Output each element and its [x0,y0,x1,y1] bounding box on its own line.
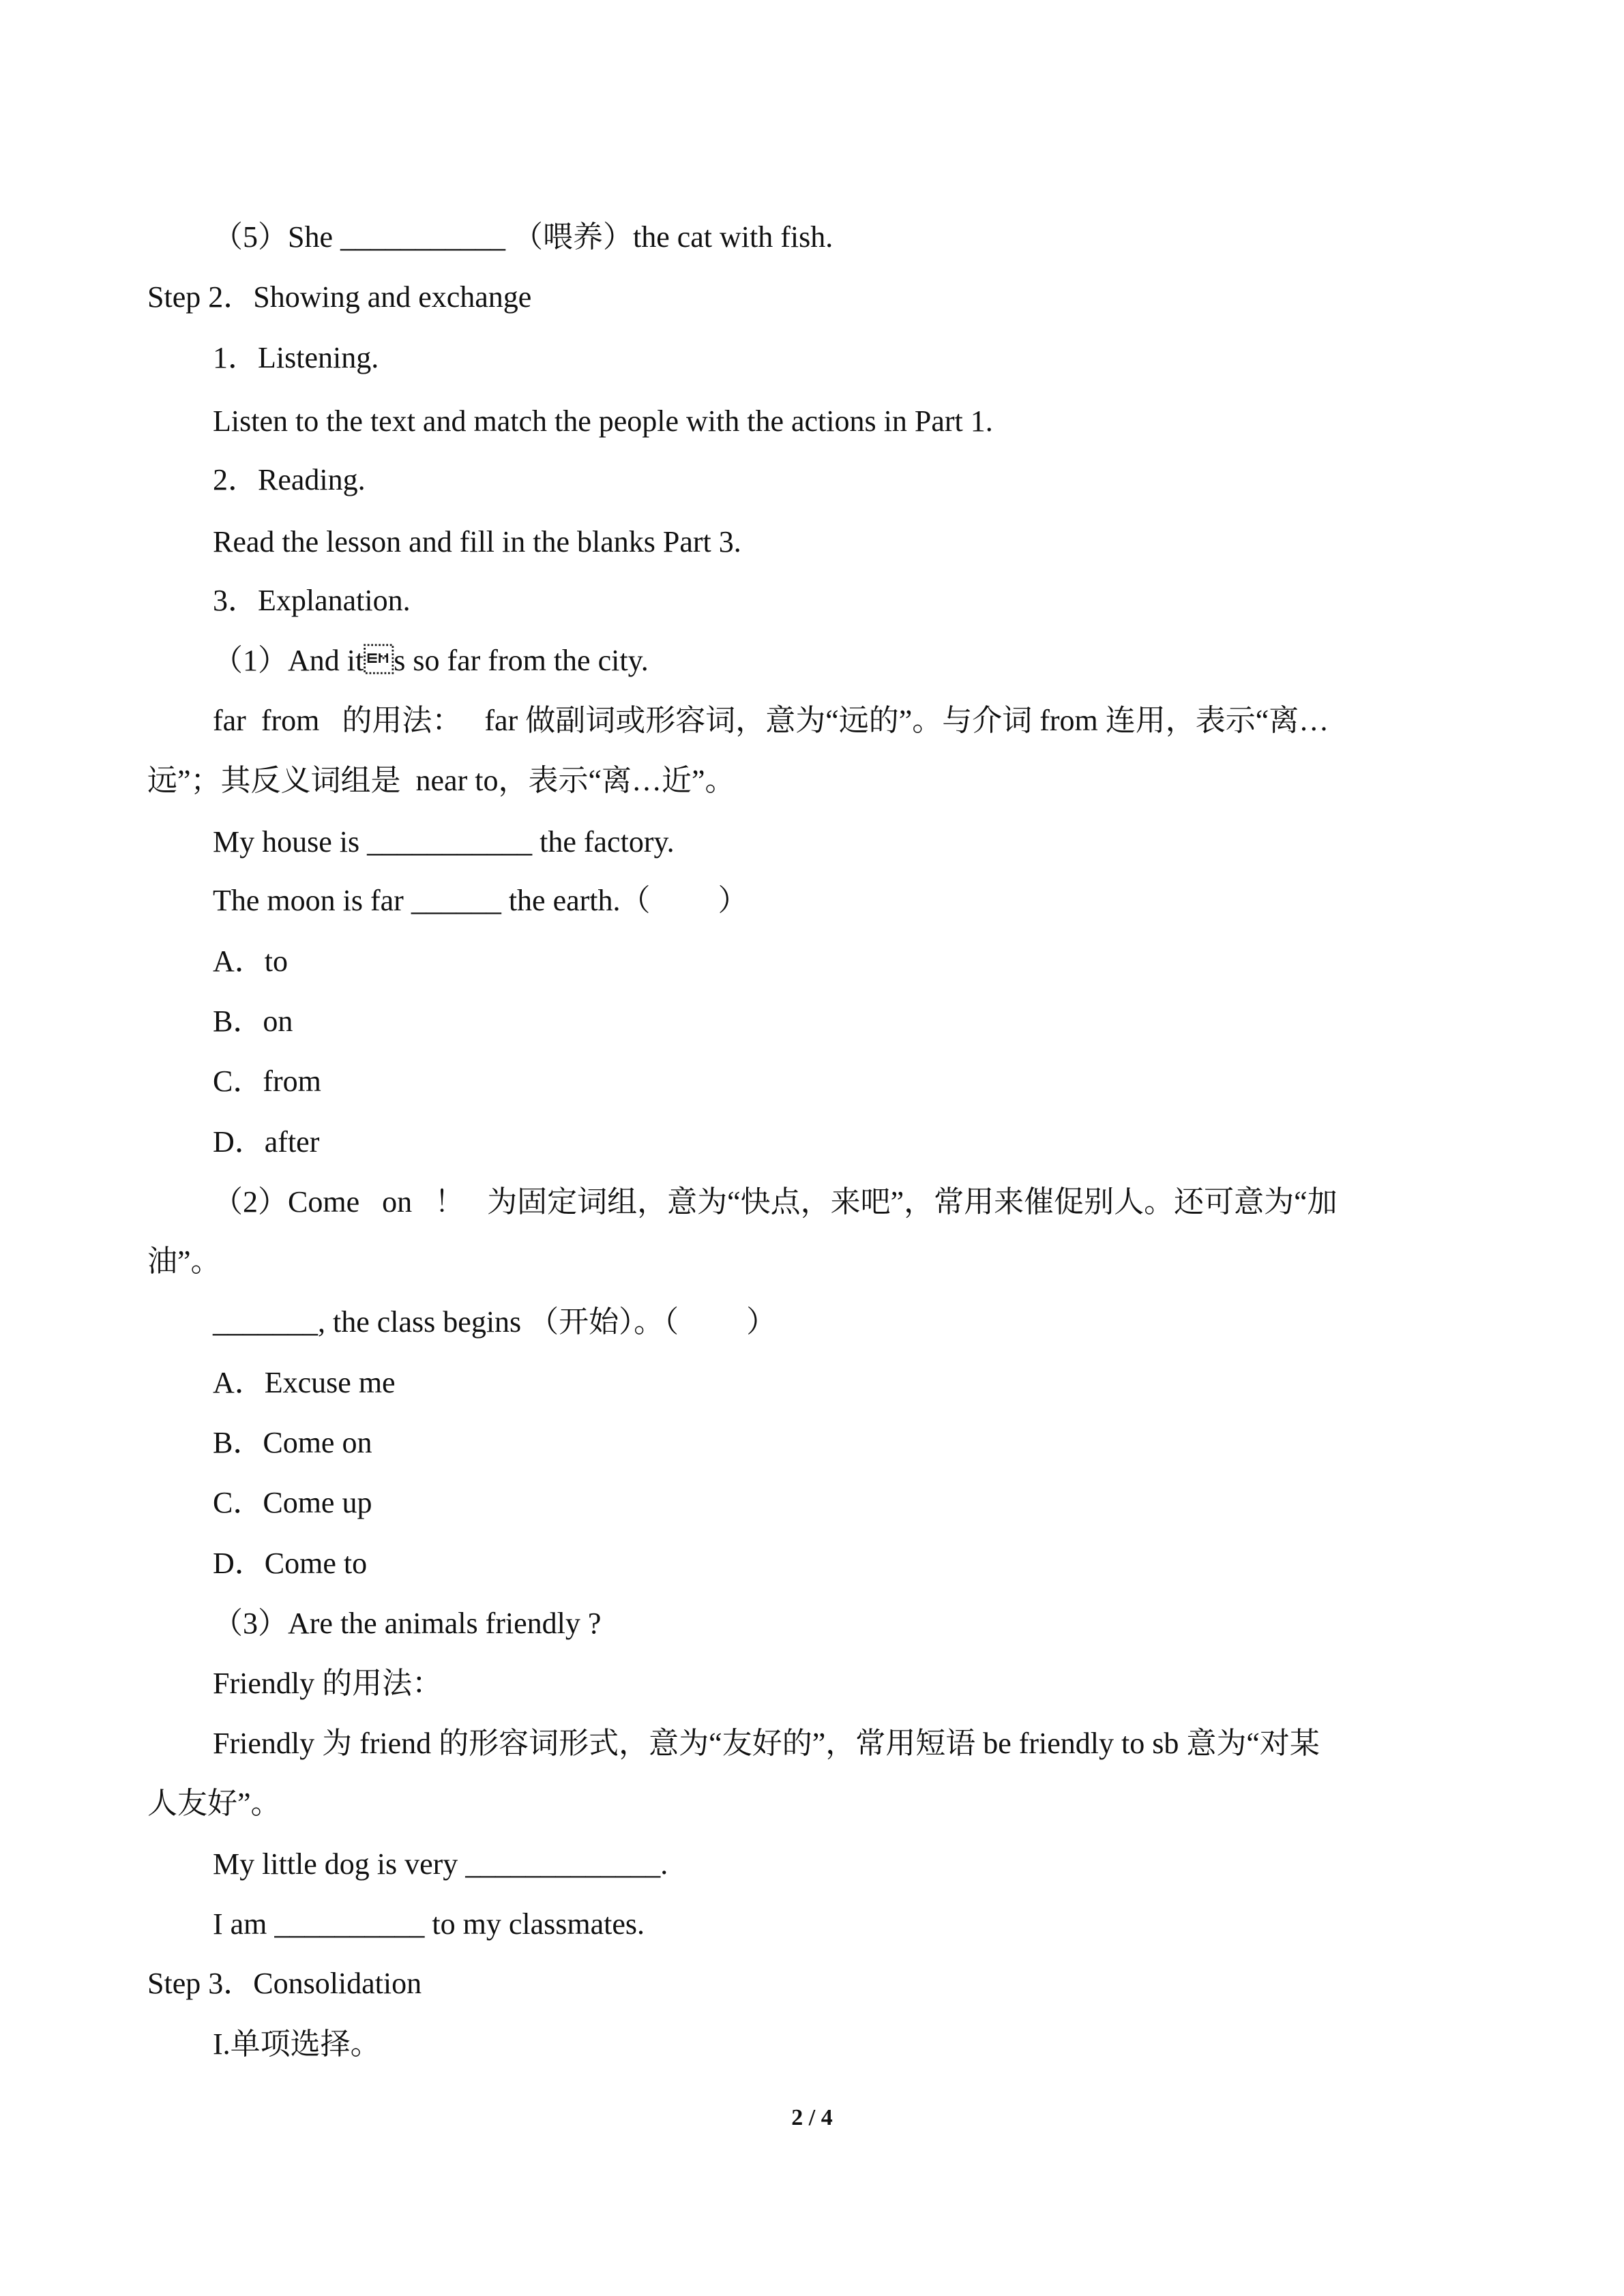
option-d: D．Come to [213,1547,368,1580]
page-number: 2 / 4 [791,2105,833,2130]
exercise-dog: My little dog is very _____________. [213,1847,668,1881]
explanation-2-line-1: （2）Come on ！ 为固定词组，意为“快点，来吧”，常用来催促别人。还可意为“加 [213,1185,1338,1219]
option-b: B．Come on [213,1426,372,1459]
exercise-moon: The moon is far ______ the earth.（ ） [213,884,748,917]
reading-heading: 2．Reading. [213,463,366,496]
listening-instruction: Listen to the text and match the people with the actions in Part 1. [213,404,993,438]
option-b: B．on [213,1004,293,1038]
friendly-usage-line-1: Friendly 为 friend 的形容词形式，意为“友好的”，常用短语 be friendly to sb 意为“对某 [213,1727,1320,1760]
listening-heading: 1．Listening. [213,341,379,374]
explanation-1-sentence: （1）And its so far from the city. [213,644,649,677]
exercise-5: （5）She ___________ （喂养）the cat with fish. [213,220,833,254]
explanation-3-sentence: （3）Are the animals friendly ? [213,1607,602,1640]
option-d: D．after [213,1125,320,1159]
explanation-2-line-2: 油”。 [147,1244,221,1278]
exercise-house: My house is ___________ the factory. [213,825,675,859]
option-c: C．Come up [213,1486,372,1519]
far-from-usage-line-1: far from 的用法： far 做副词或形容词，意为“远的”。与介词 from 连用，表示“离… [213,704,1329,737]
option-a: A．to [213,944,288,978]
friendly-usage-heading: Friendly 的用法： [213,1667,443,1700]
far-from-usage-line-2: 远”；其反义词组是 near to，表示“离…近”。 [147,764,735,797]
step-3-heading: Step 3．Consolidation [147,1967,422,2000]
option-c: C．from [213,1064,321,1098]
explanation-heading: 3．Explanation. [213,584,411,617]
exercise-classmates: I am __________ to my classmates. [213,1907,645,1941]
reading-instruction: Read the lesson and fill in the blanks Part 3. [213,525,741,558]
friendly-usage-line-2: 人友好”。 [147,1787,281,1820]
single-choice-heading: I.单项选择。 [213,2027,381,2061]
option-a: A．Excuse me [213,1366,396,1399]
exercise-class-begins: _______, the class begins （开始）。（ ） [213,1305,777,1339]
step-2-heading: Step 2．Showing and exchange [147,280,532,314]
